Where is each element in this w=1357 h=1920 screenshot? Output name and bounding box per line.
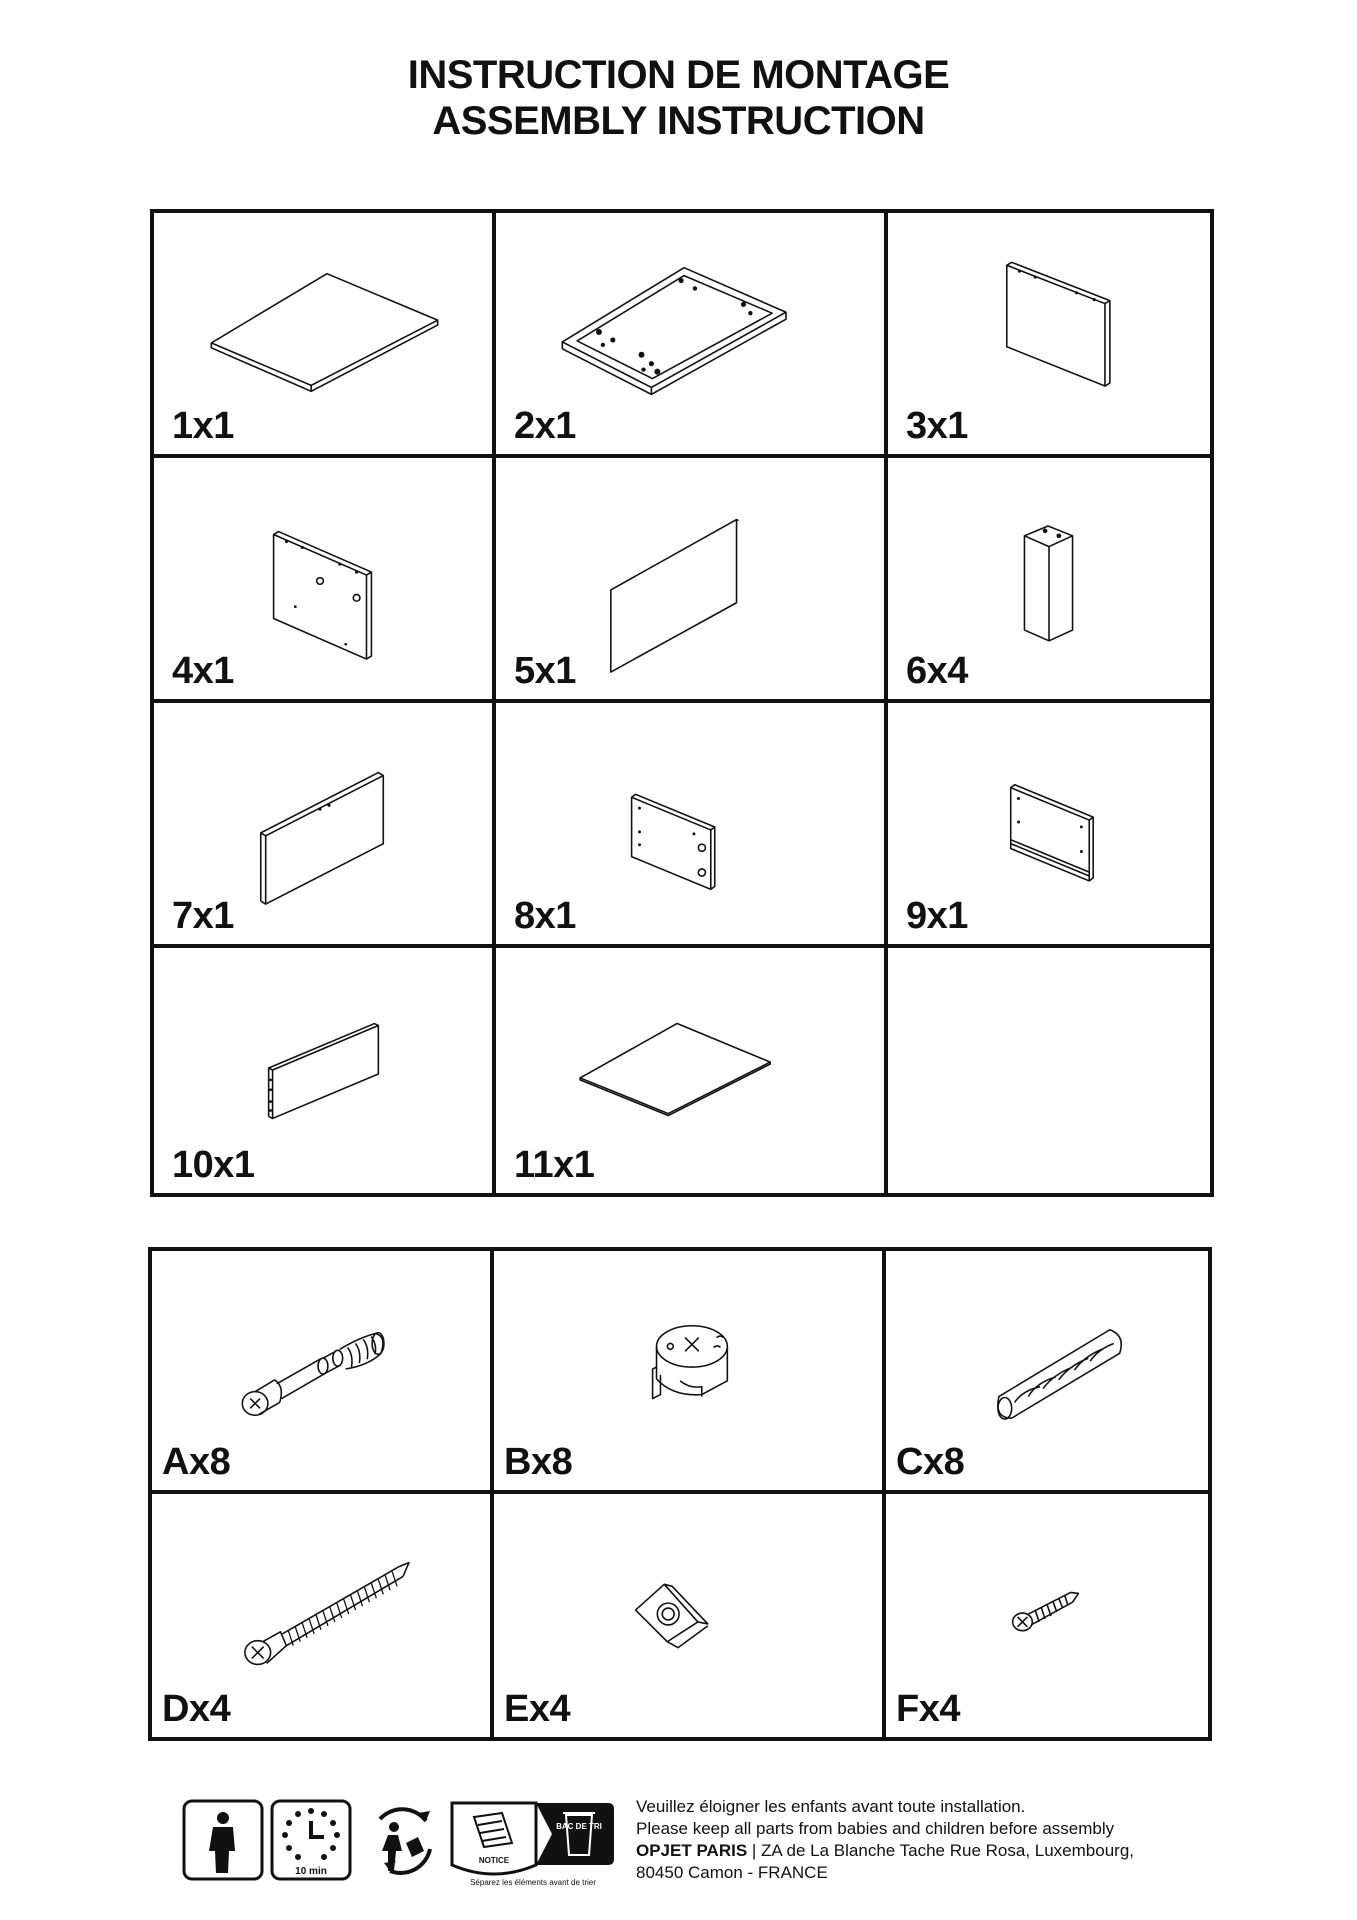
sort-caption: Séparez les éléments avant de trier <box>470 1878 596 1887</box>
part-label-9: 9x1 <box>906 895 968 937</box>
hardware-label-f: Fx4 <box>896 1688 960 1730</box>
part-cell-11 <box>496 948 888 1193</box>
clock-icon <box>270 1799 352 1881</box>
hardware-label-e: Ex4 <box>504 1688 571 1730</box>
part-cell-10 <box>154 948 496 1193</box>
part-label-1: 1x1 <box>172 405 234 447</box>
hardware-label-b: Bx8 <box>504 1441 573 1483</box>
address-street: | ZA de La Blanche Tache Rue Rosa, Luxembourg, <box>747 1841 1134 1860</box>
notice-label: NOTICE <box>478 1856 510 1865</box>
hardware-label-c: Cx8 <box>896 1441 965 1483</box>
part-cell-5 <box>496 458 888 703</box>
safety-warning-en: Please keep all parts from babies and children before assembly <box>636 1819 1115 1838</box>
hardware-grid <box>148 1247 1212 1741</box>
sorting-info-icon <box>448 1799 618 1899</box>
parts-grid <box>150 209 1214 1197</box>
part-label-5: 5x1 <box>514 650 576 692</box>
bin-label: BAC DE TRI <box>556 1822 602 1831</box>
hardware-label-d: Dx4 <box>162 1688 231 1730</box>
part-label-11: 11x1 <box>514 1144 595 1186</box>
person-icon <box>182 1799 264 1881</box>
safety-warning-fr: Veuillez éloigner les enfants avant toute installation. <box>636 1797 1026 1816</box>
part-label-7: 7x1 <box>172 895 234 937</box>
company-address-line <box>636 1840 1134 1862</box>
part-label-4: 4x1 <box>172 650 234 692</box>
hardware-cell-f <box>886 1494 1208 1737</box>
hardware-cell-c <box>886 1251 1208 1494</box>
time-label: 10 min <box>295 1866 327 1877</box>
part-label-3: 3x1 <box>906 405 968 447</box>
page-title <box>0 52 1357 144</box>
part-cell-4 <box>154 458 496 703</box>
part-cell-empty <box>888 948 1210 1193</box>
part-cell-9 <box>888 703 1210 948</box>
footer-icons <box>182 1795 622 1895</box>
part-cell-7 <box>154 703 496 948</box>
hardware-cell-b <box>494 1251 886 1494</box>
part-label-10: 10x1 <box>172 1144 255 1186</box>
part-cell-2 <box>496 213 888 458</box>
recycle-person-icon <box>360 1799 442 1881</box>
title-french: INSTRUCTION DE MONTAGE <box>407 53 950 97</box>
hardware-cell-e <box>494 1494 886 1737</box>
hardware-label-a: Ax8 <box>162 1441 231 1483</box>
part-label-2: 2x1 <box>514 405 576 447</box>
address-city: 80450 Camon - FRANCE <box>636 1863 828 1882</box>
part-cell-6 <box>888 458 1210 703</box>
part-label-6: 6x4 <box>906 650 968 692</box>
title-english: ASSEMBLY INSTRUCTION <box>432 99 925 143</box>
brand-name: OPJET PARIS <box>636 1841 748 1860</box>
hardware-cell-d <box>152 1494 494 1737</box>
part-cell-1 <box>154 213 496 458</box>
safety-and-address <box>636 1796 1134 1884</box>
hardware-cell-a <box>152 1251 494 1494</box>
part-label-8: 8x1 <box>514 895 576 937</box>
part-cell-8 <box>496 703 888 948</box>
part-cell-3 <box>888 213 1210 458</box>
